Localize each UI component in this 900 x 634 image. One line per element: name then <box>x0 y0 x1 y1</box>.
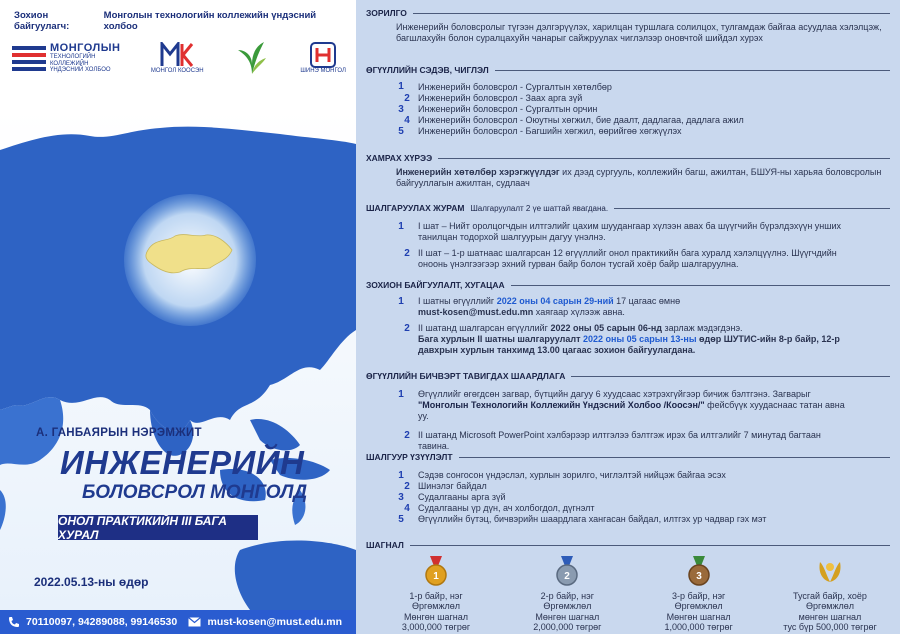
mtkuh-logo <box>12 42 120 74</box>
purpose-heading: ЗОРИЛГО <box>366 8 407 18</box>
requirements-heading: ӨГҮҮЛЛИЙН БИЧВЭРТ ТАВИГДАХ ШААРДЛАГА <box>366 371 566 381</box>
title-line-2: БОЛОВСРОЛ МОНГОЛД <box>82 482 308 503</box>
stripes-icon <box>12 46 46 71</box>
criteria-heading: ШАЛГУУР ҮЗҮҮЛЭЛТ <box>366 452 453 462</box>
organizer-name: Монголын технологийн коллежийн үндэсний холбоо <box>103 10 317 32</box>
email-icon <box>188 617 201 627</box>
bronze-medal-icon <box>685 556 713 586</box>
svg-text:2: 2 <box>564 571 571 582</box>
list-item: 1 Инженерийн боловсрол - Сургалтын хөтөлбөр <box>398 81 612 92</box>
list-item: 1 I шат – Нийт оролцогчдын илтгэлийг цахим шуудангаар хүлээн авах ба шүүгчийн бүрэлдэхүүн унших танилцан тодорхой шалгуурын дагуу үнэлнэ. <box>398 221 842 242</box>
award-third: 3 3-р байр, нэг Өргөмжлөл Мөнгөн шагнал 1,000,000 төгрөг <box>639 556 759 633</box>
author-name: А. ГАНБАЯРЫН НЭРЭМЖИТ <box>36 427 202 439</box>
logo-row <box>12 40 346 76</box>
scope-section <box>366 153 890 189</box>
requirements-section <box>366 371 890 452</box>
logo1-name: МОНГОЛЫН <box>50 42 121 55</box>
schedule-section <box>366 280 890 356</box>
submission-email[interactable]: must-kosen@must.edu.mn <box>418 307 534 317</box>
poster-left-panel <box>0 0 356 634</box>
leaf-icon <box>234 40 270 76</box>
poster-right-panel <box>356 0 900 634</box>
schedule-heading: ЗОХИОН БАЙГУУЛАЛТ, ХУГАЦАА <box>366 280 505 290</box>
phone-numbers: 70110097, 94289088, 99146530 <box>26 616 178 628</box>
organizer-label: Зохион байгуулагч: <box>14 10 70 32</box>
list-item: 3 Инженерийн боловсрол - Сургалтын орчин <box>398 104 598 115</box>
list-item: 2 II шат – 1-р шатнаас шалгарсан 12 өгүүллийг онол практикийн бага хуралд хэлэлцүүлнэ. Шүүгчдийн оноонь үнэлгээгээр эхний гурван байр болон тусгай хоёр байр шалгаруулна. <box>404 248 837 269</box>
topics-heading: ӨГҮҮЛЛИЙН СЭДЭВ, ЧИГЛЭЛ <box>366 65 489 75</box>
topics-section <box>366 65 890 137</box>
laurel-wreath-icon <box>816 556 844 586</box>
scope-heading: ХАМРАХ ХҮРЭЭ <box>366 153 433 163</box>
awards-section <box>366 540 890 550</box>
logo1-sub: ТЕХНОЛОГИЙН КОЛЛЕЖИЙН ҮНДЭСНИЙ ХОЛБОО <box>50 54 111 74</box>
awards-list <box>376 556 890 633</box>
list-item: 1 Сэдэв сонгосон үндэслэл, хурлын зорилго, чиглэлтэй нийцэж байгаа эсэх <box>398 470 726 481</box>
list-item: 5 Инженерийн боловсрол - Багшийн хөгжил, өөрийгөө хөгжүүлэх <box>398 126 682 137</box>
silver-medal-icon <box>553 556 581 586</box>
gold-medal-icon <box>422 556 450 586</box>
list-item: 2 Инженерийн боловсрол - Заах арга зүй <box>404 93 583 104</box>
selection-heading: ШАЛГАРУУЛАХ ЖУРАМ <box>366 203 465 213</box>
list-item: 1 Өгүүллийг өгөгдсөн загвар, бүтцийн дагуу 6 хуудсаас хэтрэхгүйгээр бичиж бэлтгэнэ. Загварыг "Монголын Технологийн Коллежийн Үндэсний Холбоо /Коосэн/" фейсбүүк хуудаснаас татан авна уу. <box>398 389 845 421</box>
svg-text:1: 1 <box>433 571 439 582</box>
list-item: 2 II шатанд Microsoft PowerPoint хэлбэрээр илтгэлээ бэлтгэж ирэх ба илтгэлийг 7 минутад багтаан тавина. <box>404 430 821 451</box>
purpose-text: Инженерийн боловсролыг түгээн дэлгэрүүлэх, харилцан туршлага солилцох, тулгамдаж байгаа асуудлаа хэлэлцэж, багшлахуйн болон суралцахуйн чанарыг сайжруулах чиглэлээр оновчтой шийдэл хурэх <box>396 22 882 43</box>
award-special: Тусгай байр, хоёр Өргөмжлөл мөнгөн шагнал тус бүр 500,000 төгрөг <box>770 556 890 633</box>
logo2-name: МОНГОЛ КООСЭН <box>150 68 204 74</box>
list-item: 4 Судалгааны үр дүн, ач холбогдол, дүгнэлт <box>404 503 595 514</box>
svg-text:3: 3 <box>695 571 702 582</box>
title-line-1: ИНЖЕНЕРИЙН <box>60 444 305 481</box>
list-item: 5 Өгүүллийн бүтэц, бичвэрийн шаардлага хангасан байдал, илтгэх ур чадвар гэх мэт <box>398 514 767 525</box>
contact-footer <box>0 610 356 634</box>
leaf-logo <box>234 40 270 76</box>
list-item: 2 Шинэлэг байдал <box>404 481 487 492</box>
scope-text: Инженерийн хөтөлбөр хэрэгжүүлдэг их дээд сургууль, коллежийн багш, ажилтан, БШУЯ-ны харьяа боловсролын байгууллагын ажилтан, судлаач <box>396 167 882 188</box>
award-second: 2 2-р байр, нэг Өргөмжлөл Мөнгөн шагнал 2,000,000 төгрөг <box>507 556 627 633</box>
award-first: 1 1-р байр, нэг Өргөмжлөл Мөнгөн шагнал 3,000,000 төгрөг <box>376 556 496 633</box>
criteria-section <box>366 452 890 525</box>
selection-section <box>366 203 890 270</box>
list-item: 1 I шатны өгүүллийг 2022 оны 04 сарын 29-ний 17 цагаас өмнө must-kosen@must.edu.mn хаягаар хүлээж авна. <box>398 296 681 317</box>
purpose-section <box>366 8 890 44</box>
conference-banner: ОНОЛ ПРАКТИКИЙН III БАГА ХУРАЛ <box>58 515 258 540</box>
contact-email[interactable]: must-kosen@must.edu.mn <box>207 616 342 628</box>
mk-icon <box>160 42 194 68</box>
shine-mongol-logo <box>300 42 346 74</box>
phone-icon <box>8 616 20 628</box>
list-item: 3 Судалгааны арга зүй <box>398 492 506 503</box>
awards-heading: ШАГНАЛ <box>366 540 404 550</box>
shine-mongol-icon <box>310 42 336 68</box>
list-item: 2 II шатанд шалгарсан өгүүллийг 2022 оны 05 сарын 06-нд зарлаж мэдэгдэнэ. Бага хурлын II шатны шалгаруулалт 2022 оны 05 сарын 13-ны өдөр ШУТИС-ийн 8-р байр, 12-р давхрын хурлын танхимд 13.00 цагаас зохион байгуулагдана. <box>404 323 840 355</box>
logo4-name: ШИНЭ МОНГОЛ <box>300 68 346 74</box>
mongol-kosen-logo <box>151 42 204 74</box>
event-date: 2022.05.13-ны өдөр <box>34 575 149 589</box>
selection-note: Шалгаруулалт 2 үе шаттай явагдана. <box>470 203 609 213</box>
list-item: 4 Инженерийн боловсрол - Оюутны хөгжил, бие даалт, дадлагаа, дадлага ажил <box>404 115 744 126</box>
organizer-row <box>14 10 346 32</box>
